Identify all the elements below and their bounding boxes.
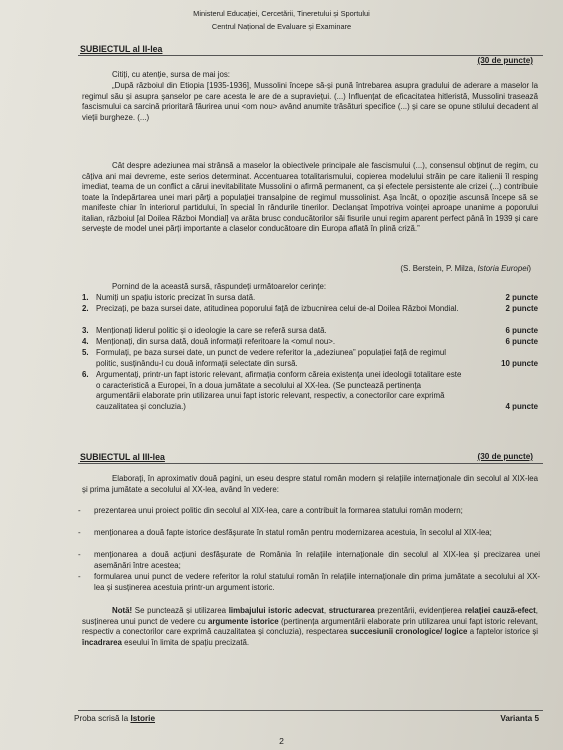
- header-ministry: Ministerul Educației, Cercetării, Tineretului și Sportului: [193, 9, 370, 18]
- note-text: eseului în limita de spațiu precizată.: [121, 637, 250, 647]
- question-text: Formulați, pe baza sursei date, un punct de vedere referitor la „adeziunea” populației față de regimul politic, susținându-l cu două informații selectate din sursă.: [96, 348, 447, 368]
- requirement-text: prezentarea unui proiect politic din secolul al XIX-lea, care a contribuit la formarea statului român modern;: [94, 506, 463, 515]
- question-number: 6.: [82, 370, 89, 379]
- essay-intro: Elaborați, în aproximativ două pagini, un eseu despre statul român modern și relațiile internaționale din secolul al XIX-lea și prima jumătate a secolului al XX-lea, având în vedere:: [82, 474, 538, 494]
- note-text: ,: [323, 606, 329, 615]
- section2-rule: [78, 55, 543, 56]
- question-points: 6 puncte: [505, 337, 538, 346]
- question-points: 10 puncte: [501, 358, 538, 368]
- footer-variant: Varianta 5: [500, 714, 539, 723]
- page-number: 2: [279, 736, 284, 746]
- question-points: 2 puncte: [505, 293, 538, 302]
- note-emphasis: încadrarea: [82, 637, 122, 647]
- question-4: [82, 337, 542, 348]
- question-text: Numiți un spațiu istoric precizat în sursa dată.: [96, 293, 256, 302]
- section3-points: (30 de puncte): [477, 452, 533, 461]
- bullet-dash: -: [78, 506, 81, 515]
- note-emphasis: relației cauză-efect: [464, 606, 536, 615]
- note-text: a faptelor istorice și: [467, 627, 539, 636]
- footer-rule: [78, 710, 543, 711]
- section2-title: SUBIECTUL al II-lea: [80, 44, 163, 54]
- question-text: Menționați, din sursa dată, două informații referitoare la <omul nou>.: [96, 337, 336, 346]
- question-5: [82, 348, 542, 369]
- requirement-text: formularea unui punct de vedere referitor la rolul statului român în relațiile internaționale din prima jumătate a secolului al XX-lea și susținerea acestuia printr-un argument istoric.: [94, 572, 540, 592]
- question-6: [82, 370, 542, 412]
- question-text: Argumentați, printr-un fapt istoric relevant, afirmația conform căreia existența unei ideologii totalitare este o caracteristică a Europei, în a doua jumătate a secolului al XX-lea. (Se punctează pertinența argumentării elaborate prin utilizarea unui fapt istoric relevant, respectiv, a conectorilor care exprimă cauzalitatea și concluzia.): [96, 370, 462, 411]
- note-text: prezentării, evidențierea: [374, 606, 465, 615]
- note-emphasis: limbajului istoric adecvat: [228, 606, 324, 615]
- footer-exam-name: [74, 714, 155, 723]
- source-authors: (S. Berstein, P. Milza,: [400, 264, 478, 273]
- note-text: (pertinența argumentării elaborate prin utilizarea unui fapt istoric relevant, respectiv a conectorilor care exprimă cauzalitatea și concluzia), respectarea: [82, 616, 538, 636]
- essay-requirement-3: [78, 550, 540, 571]
- section3-title: SUBIECTUL al III-lea: [80, 452, 165, 462]
- note-text: , susținerea unui punct de vedere cu: [82, 606, 538, 626]
- footer-subject: Istorie: [130, 714, 156, 723]
- footer-prefix: Proba scrisă la: [74, 714, 131, 723]
- bullet-dash: -: [78, 528, 81, 537]
- note-emphasis: structurarea: [328, 606, 375, 615]
- question-number: 2.: [82, 304, 89, 313]
- source-book-title: Istoria Europei: [477, 264, 529, 273]
- bullet-dash: -: [78, 572, 81, 581]
- note-emphasis: succesiunii cronologice/ logice: [350, 627, 468, 636]
- section2-intro: Citiți, cu atenție, sursa de mai jos:: [112, 70, 230, 79]
- source-paragraph-2: Cât despre adeziunea mai strânsă a maselor la obiectivele principale ale fascismului (...), consensul obținut de regim, cu câțiva ani mai devreme, este serios determinat. Accentuarea totalitarismului, copierea modelului străin pe care italienii îl resping imediat, teama de un conflict a cărui inevitabilitate Mussolini o afirmă permanent, ca și efectele persistente ale crizei (...) contribuie toate la îndepărtarea unei mari părți a populației transalpine de regimul mussolinist. Așa încât, o opoziție ascunsă începe să se manifeste chiar în interiorul partidului, în special în rândurile tinerilor. Declanșat împotriva voinței aproape unanime a poporului italian, războiul [al Doilea Război Mondial] va arăta brusc conducătorilor săi fisurile unui regim aparent perfect până în 1939 și care servește de model unei părți importante a claselor conducătoare din Europa aflată în plină criză.”: [82, 161, 538, 233]
- header-center: Centrul Național de Evaluare și Examinare: [211, 22, 352, 31]
- essay-requirement-4: [78, 572, 540, 593]
- question-number: 4.: [82, 337, 89, 346]
- question-3: [82, 326, 542, 337]
- note-label: Notă!: [112, 606, 133, 615]
- section3-rule: [78, 463, 543, 464]
- question-1: [82, 293, 542, 304]
- essay-requirement-2: [78, 528, 540, 539]
- question-number: 5.: [82, 348, 89, 357]
- bullet-dash: -: [78, 550, 81, 559]
- question-points: 4 puncte: [505, 401, 538, 411]
- note-text: Se punctează și utilizarea: [132, 606, 229, 615]
- question-2: [82, 304, 542, 315]
- question-text: Menționați liderul politic și o ideologie la care se referă sursa dată.: [96, 326, 327, 335]
- essay-requirement-1: [78, 506, 540, 517]
- question-text: Precizați, pe baza sursei date, atitudinea poporului față de izbucnirea celui de-al Doilea Război Mondial.: [96, 304, 459, 313]
- question-number: 1.: [82, 293, 89, 302]
- question-points: 2 puncte: [505, 304, 538, 313]
- grading-note: [82, 606, 538, 648]
- source-citation: [400, 264, 531, 273]
- requirement-text: menționarea a două fapte istorice desfășurate în statul român pentru modernizarea acestuia, în secolul al XIX-lea;: [94, 528, 492, 537]
- section2-points: (30 de puncte): [477, 56, 533, 65]
- question-number: 3.: [82, 326, 89, 335]
- question-points: 6 puncte: [505, 326, 538, 335]
- source-paragraph-1: „După războiul din Etiopia [1935-1936], Mussolini începe să-și pună întrebarea asupra gradului de aderare a maselor la regimul său și asupra șanselor pe care acesta le are de a supraviețui. (...) Influențat de eficacitatea hitleristă, Mussolini trasează fascismului ca sarcină prioritară făurirea unui <om nou> având anumite trăsături specifice (...) și care se opune stilului decadent al vieții burgheze. (...): [82, 81, 538, 122]
- note-emphasis: argumente istorice: [207, 616, 279, 626]
- source-close: ): [528, 264, 531, 273]
- requirement-text: menționarea a două acțiuni desfășurate de România în relațiile internaționale din secolul al XIX-lea și precizarea unei asemănări între acestea;: [94, 550, 540, 570]
- questions-intro: Pornind de la această sursă, răspundeți următoarelor cerințe:: [112, 282, 327, 291]
